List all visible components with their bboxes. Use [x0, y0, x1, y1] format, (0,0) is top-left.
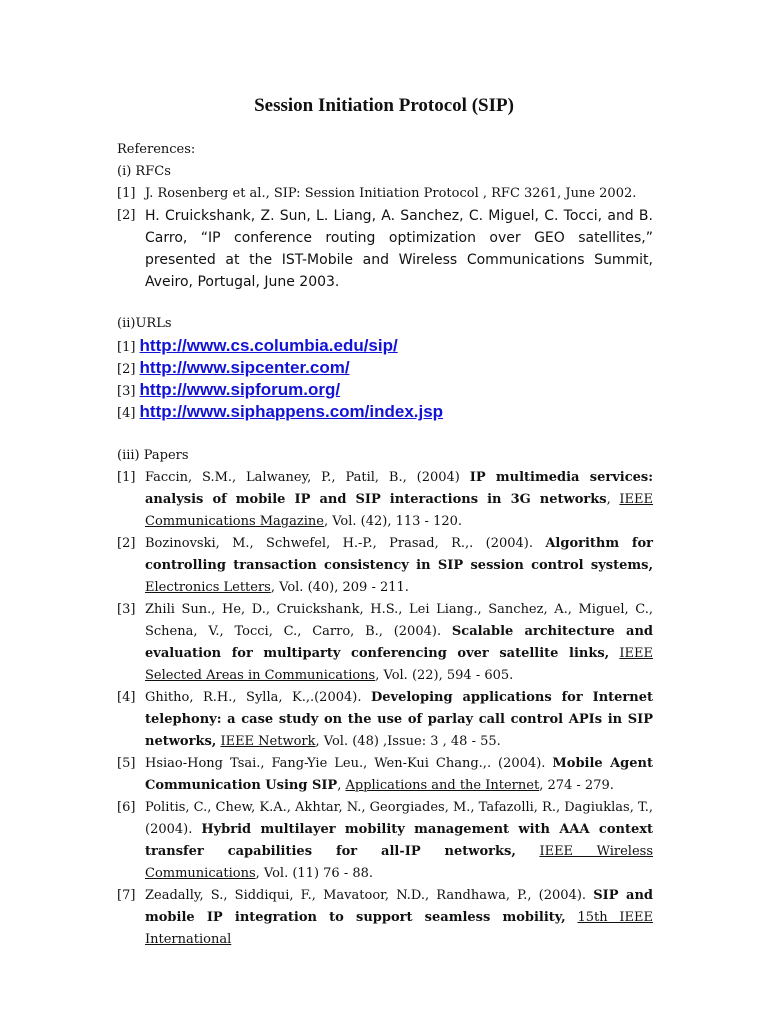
- urls-heading: (ii)URLs: [117, 316, 172, 331]
- paper-title: SIP and mobile IP integration to support seamless mobility,: [145, 888, 653, 925]
- page-title: Session Initiation Protocol (SIP): [254, 95, 514, 116]
- entry-number: [4]: [117, 406, 140, 421]
- entry-number: [4]: [117, 690, 136, 705]
- paper-venue: Electronics Letters: [145, 580, 271, 595]
- url-link[interactable]: http://www.siphappens.com/index.jsp: [139, 402, 444, 421]
- url-entry: [117, 401, 443, 425]
- entry-number: [2]: [117, 208, 136, 223]
- paper-separator: ,: [606, 492, 620, 507]
- paper-title: Mobile Agent Communication Using SIP: [145, 756, 653, 793]
- paper-entry: [117, 467, 653, 533]
- paper-details: , Vol. (48) ,Issue: 3 , 48 - 55.: [315, 734, 501, 749]
- url-entry: [117, 357, 350, 381]
- paper-authors: Faccin, S.M., Lalwaney, P., Patil, B., (2004): [145, 470, 470, 485]
- entry-number: [2]: [117, 362, 140, 377]
- references-label: References:: [117, 142, 196, 157]
- paper-details: , Vol. (22), 594 - 605.: [375, 668, 514, 683]
- entry-number: [3]: [117, 384, 140, 399]
- paper-authors: Ghitho, R.H., Sylla, K.,.(2004).: [145, 690, 371, 705]
- entry-number: [1]: [117, 340, 140, 355]
- entry-number: [1]: [117, 186, 136, 201]
- paper-title: Scalable architecture and evaluation for multiparty conferencing over satellite links,: [145, 624, 653, 661]
- paper-venue: Applications and the Internet: [345, 778, 540, 793]
- paper-separator: ,: [337, 778, 346, 793]
- paper-details: , Vol. (40), 209 - 211.: [270, 580, 409, 595]
- paper-venue: 15th IEEE International: [145, 910, 653, 947]
- entry-number: [6]: [117, 800, 136, 815]
- paper-title: IP multimedia services: analysis of mobile IP and SIP interactions in 3G networks: [145, 470, 653, 507]
- paper-entry: [117, 599, 653, 687]
- paper-venue: IEEE Communications Magazine: [145, 492, 654, 529]
- paper-separator: [609, 646, 619, 661]
- paper-title: Algorithm for controlling transaction consistency in SIP session control systems,: [145, 536, 653, 573]
- url-link[interactable]: http://www.sipcenter.com/: [139, 358, 350, 377]
- entry-number: [2]: [117, 536, 136, 551]
- paper-authors: Bozinovski, M., Schwefel, H.-P., Prasad, R.,. (2004).: [145, 536, 546, 551]
- paper-entry: [117, 687, 653, 753]
- paper-details: , Vol. (11) 76 - 88.: [255, 866, 374, 881]
- paper-entry: [117, 533, 653, 599]
- rfc-entry: [117, 183, 653, 205]
- paper-venue: IEEE Wireless Communications: [145, 844, 654, 881]
- paper-details: , 274 - 279.: [539, 778, 614, 793]
- url-link[interactable]: http://www.sipforum.org/: [139, 380, 341, 399]
- papers-heading: (iii) Papers: [117, 448, 189, 463]
- paper-venue: IEEE Selected Areas in Communications: [145, 646, 653, 683]
- paper-entry: [117, 885, 653, 951]
- paper-authors: Hsiao-Hong Tsai., Fang-Yie Leu., Wen-Kui Chang.,. (2004).: [145, 756, 553, 771]
- entry-number: [5]: [117, 756, 136, 771]
- paper-venue: IEEE Network: [220, 734, 316, 749]
- paper-separator: [516, 844, 540, 859]
- url-entry: [117, 379, 340, 403]
- paper-title: Hybrid multilayer mobility management with AAA context transfer capabilities for all-IP networks,: [145, 822, 653, 859]
- paper-title: Developing applications for Internet telephony: a case study on the use of parlay call control APIs in SIP networks,: [145, 690, 653, 749]
- paper-authors: Politis, C., Chew, K.A., Akhtar, N., Georgiades, M., Tafazolli, R., Dagiuklas, T., (2004).: [145, 800, 654, 837]
- entry-number: [7]: [117, 888, 136, 903]
- rfc-text: H. Cruickshank, Z. Sun, L. Liang, A. Sanchez, C. Miguel, C. Tocci, and B. Carro, “IP conference routing optimization over GEO satellites,” presented at the IST-Mobile and Wireless Communications Summit, Aveiro, Portugal, June 2003.: [145, 208, 653, 290]
- paper-separator: [566, 910, 578, 925]
- rfc-entry: [117, 205, 653, 293]
- entry-number: [3]: [117, 602, 136, 617]
- entry-number: [1]: [117, 470, 136, 485]
- url-entry: [117, 335, 398, 359]
- paper-authors: Zhili Sun., He, D., Cruickshank, H.S., Lei Liang., Sanchez, A., Miguel, C., Schena, V., Tocci, C., Carro, B., (2004).: [145, 602, 653, 639]
- paper-entry: [117, 797, 653, 885]
- paper-authors: Zeadally, S., Siddiqui, F., Mavatoor, N.D., Randhawa, P., (2004).: [145, 888, 594, 903]
- url-link[interactable]: http://www.cs.columbia.edu/sip/: [139, 336, 398, 355]
- paper-entry: [117, 753, 653, 797]
- rfcs-heading: (i) RFCs: [117, 164, 171, 179]
- rfc-text: J. Rosenberg et al., SIP: Session Initiation Protocol , RFC 3261, June 2002.: [145, 186, 637, 201]
- paper-details: , Vol. (42), 113 - 120.: [323, 514, 463, 529]
